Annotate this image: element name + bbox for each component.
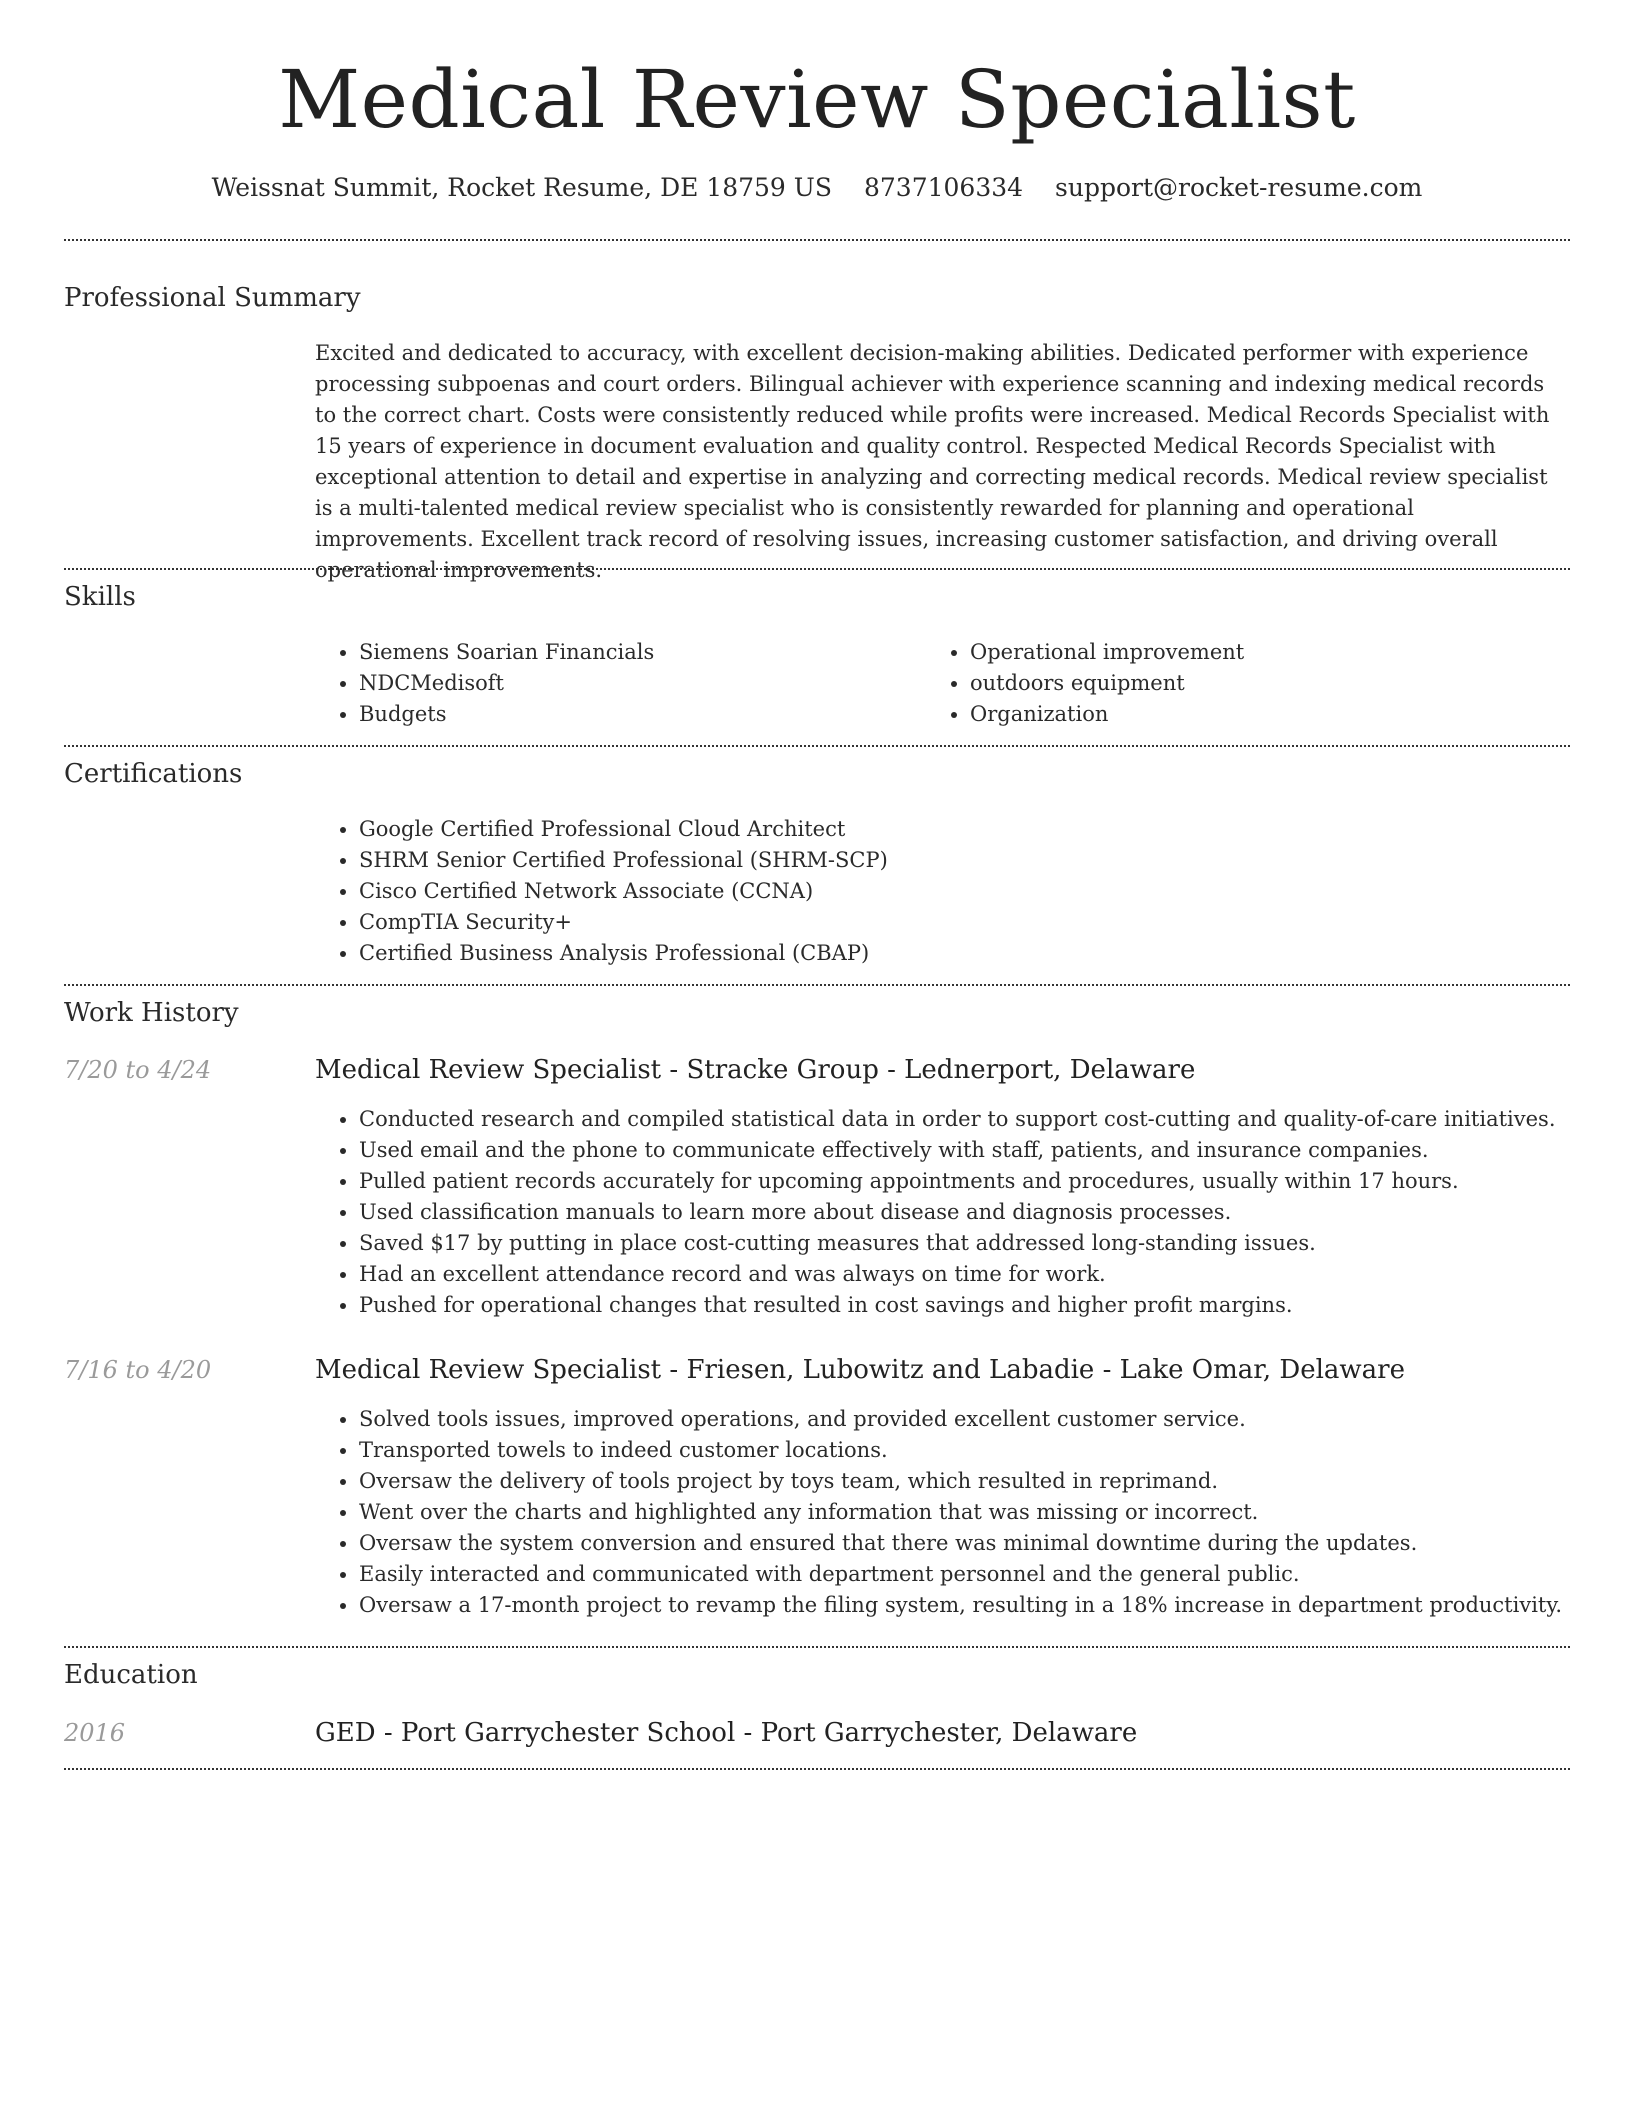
job-dates: 7/20 to 4/24 [64,1056,212,1084]
job-bullet: • Saved $17 by putting in place cost-cutting measures that addressed long-standing issues. [359,1228,1614,1259]
job-bullet: • Used email and the phone to communicate effectively with staff, patients, and insurance companies. [359,1135,1614,1166]
divider [64,239,1570,241]
section-title-education: Education [64,1660,198,1690]
certifications-list [315,814,1559,969]
divider [64,745,1570,747]
section-title-summary: Professional Summary [64,283,361,313]
skill-item: • Organization [970,699,1570,730]
skills-list-right [926,637,1570,730]
job-heading: Medical Review Specialist - Stracke Group - Lednerport, Delaware [315,1055,1196,1085]
education-year: 2016 [64,1719,126,1747]
divider [64,1646,1570,1648]
certification-item: • Cisco Certified Network Associate (CCNA) [359,876,1559,907]
summary-text: Excited and dedicated to accuracy, with excellent decision-making abilities. Dedicated performer with experience processing subpoenas and court orders. Bilingual achiever with experience scanning and indexing medical records to the correct chart. Costs were consistently reduced while profits were increased. Medical Records Specialist with 15 years of experience in document evaluation and quality control. Respected Medical Records Specialist with exceptional attention to detail and expertise in analyzing and correcting medical records. Medical review specialist is a multi-talented medical review specialist who is consistently rewarded for planning and operational improvements. Excellent track record of resolving issues, increasing customer satisfaction, and driving overall operational improvements. [315,341,1550,582]
job-bullet: • Easily interacted and communicated with department personnel and the general public. [359,1559,1614,1590]
education-heading: GED - Port Garrychester School - Port Garrychester, Delaware [315,1718,1138,1748]
contact-phone: 8737106334 [863,173,1024,202]
job-bullet: • Solved tools issues, improved operations, and provided excellent customer service. [359,1404,1614,1435]
job-bullets [315,1404,1614,1621]
job-bullet: • Oversaw the delivery of tools project by toys team, which resulted in reprimand. [359,1466,1614,1497]
job-bullet: • Went over the charts and highlighted any information that was missing or incorrect. [359,1497,1614,1528]
job-bullet: • Transported towels to indeed customer locations. [359,1435,1614,1466]
divider [64,568,1570,570]
divider [64,984,1570,986]
skill-item: • NDCMedisoft [359,668,919,699]
skill-item: • Siemens Soarian Financials [359,637,919,668]
job-bullets [315,1104,1614,1321]
job-heading: Medical Review Specialist - Friesen, Lubowitz and Labadie - Lake Omar, Delaware [315,1355,1405,1385]
resume-name: Medical Review Specialist [278,53,1356,146]
job-bullet: • Pulled patient records accurately for upcoming appointments and procedures, usually within 17 hours. [359,1166,1614,1197]
job-bullet: • Conducted research and compiled statistical data in order to support cost-cutting and quality-of-care initiatives. [359,1104,1614,1135]
job-dates: 7/16 to 4/20 [64,1356,212,1384]
contact-address: Weissnat Summit, Rocket Resume, DE 18759 US [211,173,832,202]
divider [64,1768,1570,1770]
job-bullet: • Oversaw a 17-month project to revamp the filing system, resulting in a 18% increase in department productivity. [359,1590,1614,1621]
skills-list-left [315,637,919,730]
contact-email: support@rocket-resume.com [1055,173,1423,202]
job-bullet: • Used classification manuals to learn more about disease and diagnosis processes. [359,1197,1614,1228]
job-bullet: • Pushed for operational changes that resulted in cost savings and higher profit margins. [359,1290,1614,1321]
section-title-work-history: Work History [64,998,239,1028]
section-title-skills: Skills [64,582,136,612]
job-bullet: • Oversaw the system conversion and ensured that there was minimal downtime during the updates. [359,1528,1614,1559]
skill-item: • Budgets [359,699,919,730]
certification-item: • Google Certified Professional Cloud Architect [359,814,1559,845]
section-title-certifications: Certifications [64,759,243,789]
contact-info [64,170,1570,206]
certification-item: • SHRM Senior Certified Professional (SHRM-SCP) [359,845,1559,876]
certification-item: • CompTIA Security+ [359,907,1559,938]
skill-item: • Operational improvement [970,637,1570,668]
skill-item: • outdoors equipment [970,668,1570,699]
job-bullet: • Had an excellent attendance record and was always on time for work. [359,1259,1614,1290]
certification-item: • Certified Business Analysis Professional (CBAP) [359,938,1559,969]
